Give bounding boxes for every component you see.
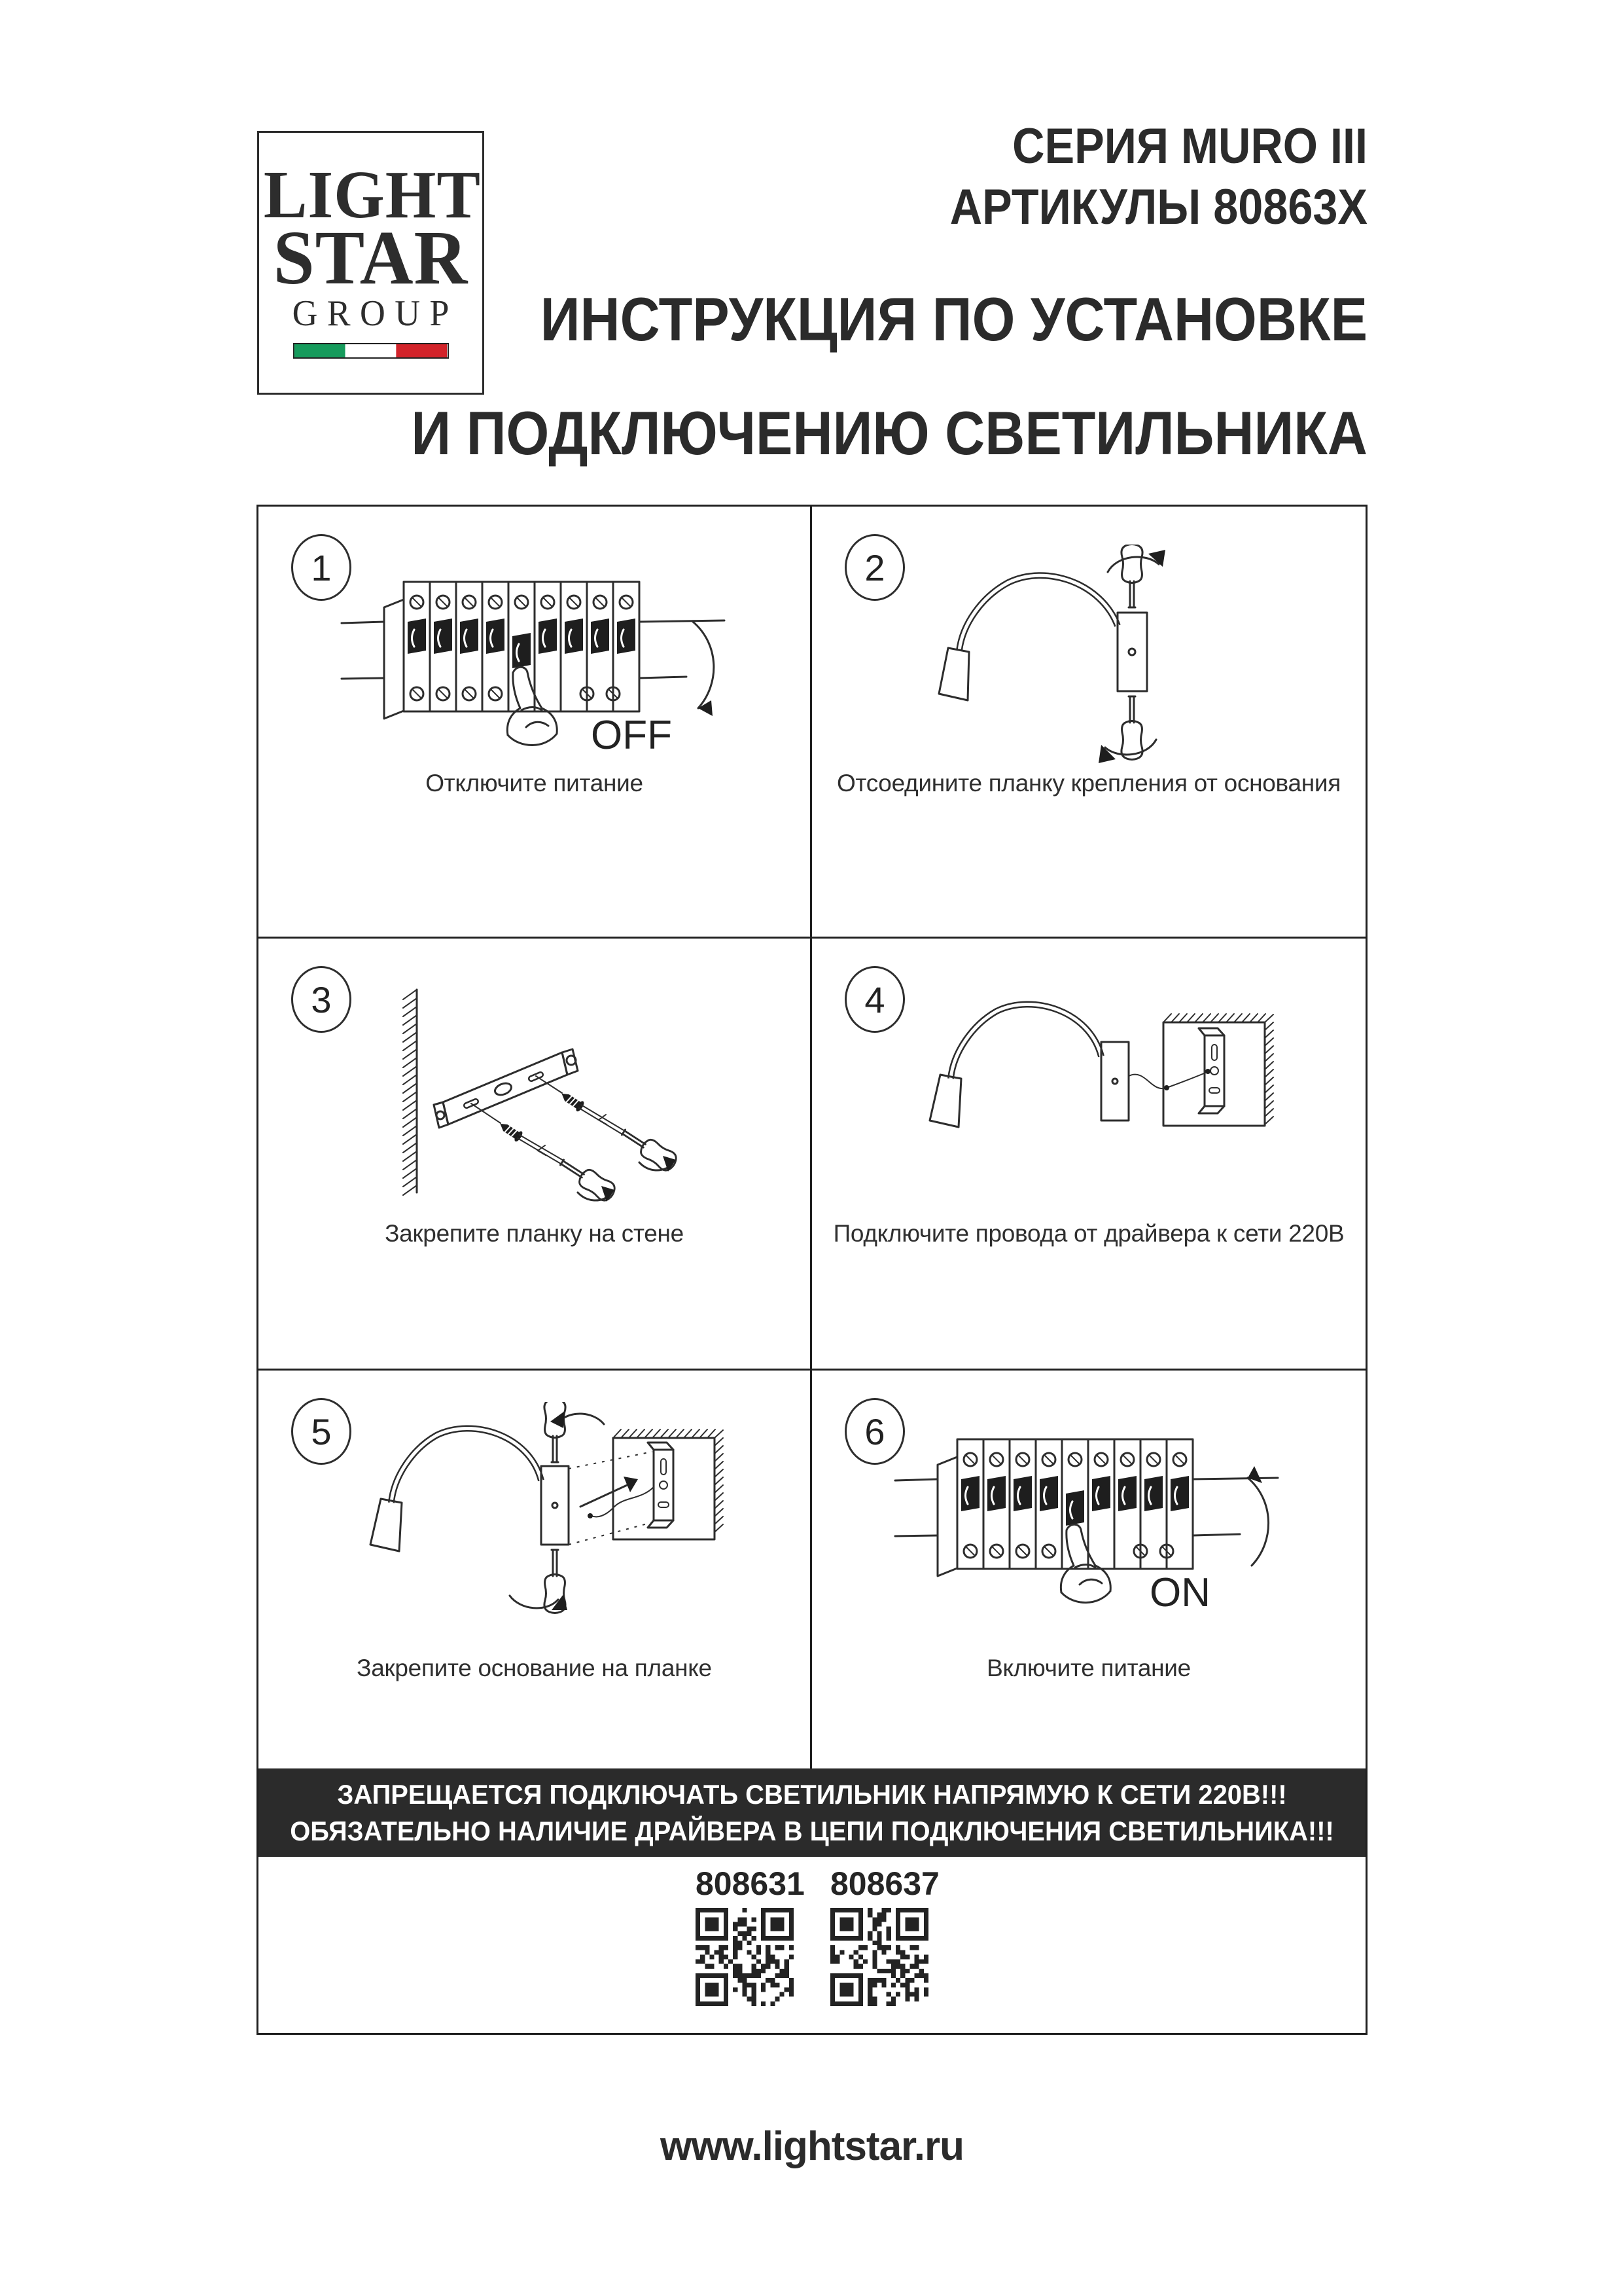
doc-title-line1: ИНСТРУКЦИЯ ПО УСТАНОВКЕ: [540, 285, 1368, 354]
step-caption: Отсоедините планку крепления от основания: [836, 770, 1341, 797]
table-row: [258, 1371, 1366, 1768]
pointing-hand-icon: [507, 667, 557, 745]
doc-title-line2: И ПОДКЛЮЧЕНИЮ СВЕТИЛЬНИКА: [411, 399, 1368, 468]
warning-line-2: ОБЯЗАТЕЛЬНО НАЛИЧИЕ ДРАЙВЕРА В ЦЕПИ ПОДКЛЮЧЕНИЯ СВЕТИЛЬНИКА!!!: [290, 1815, 1334, 1846]
table-row: [258, 939, 1366, 1371]
step-panel-1: [258, 507, 812, 937]
gooseneck-lamp: [939, 575, 1118, 700]
screwdriver-icon: [544, 1402, 565, 1462]
toggle-switches: [408, 619, 635, 668]
screwdriver-icon: [1121, 696, 1142, 760]
rotation-arrow-icon: [1108, 550, 1165, 572]
step-panel-3: [258, 939, 812, 1369]
rotation-arrow-icon: [693, 622, 714, 716]
warning-banner: [258, 1768, 1366, 1857]
step-caption: Закрепите основание на планке: [357, 1655, 712, 1681]
step-number-badge: 5: [291, 1398, 351, 1465]
projection-lines: [569, 1452, 652, 1545]
logo-word-light: LIGHT: [263, 157, 481, 232]
product-item: [696, 1865, 805, 2035]
wall-plate: [1118, 613, 1147, 691]
led-driver: [648, 1443, 673, 1528]
products-band: [258, 1857, 1366, 2035]
on-label: ON: [1150, 1570, 1210, 1615]
articles-line: АРТИКУЛЫ 80863Х: [949, 179, 1368, 235]
document-header: [411, 117, 1368, 468]
led-driver: [1199, 1028, 1224, 1113]
logo-word-star: STAR: [273, 215, 468, 301]
step-caption: Закрепите планку на стене: [385, 1220, 684, 1247]
article-number: 808637: [830, 1865, 940, 1902]
wires: [342, 620, 724, 679]
off-label: OFF: [591, 713, 672, 758]
gooseneck-lamp: [370, 1429, 541, 1551]
instruction-table: [256, 505, 1368, 2035]
lamp-connect-drawing: [885, 977, 1291, 1212]
breaker-on-drawing: [885, 1402, 1291, 1638]
step-number-badge: 4: [845, 966, 905, 1033]
website-url: www.lightstar.ru: [660, 2124, 964, 2169]
step-caption: Подключите провода от драйвера к сети 220В: [833, 1220, 1345, 1247]
step-number-badge: 6: [845, 1398, 905, 1465]
warning-line-1: ЗАПРЕЩАЕТСЯ ПОДКЛЮЧАТЬ СВЕТИЛЬНИК НАПРЯМУЮ К СЕТИ 220В!!!: [337, 1779, 1287, 1810]
step-number-badge: 1: [291, 534, 351, 601]
screwdriver-icon: [1121, 545, 1142, 607]
step-number-badge: 3: [291, 966, 351, 1033]
wires: [895, 1478, 1278, 1536]
pointing-hand-icon: [1061, 1524, 1110, 1602]
rotation-arrow-icon: [550, 1411, 604, 1428]
driver-wire: [1129, 1069, 1210, 1090]
breaker-strip: [895, 1439, 1278, 1576]
logo-word-group: GROUP: [292, 293, 459, 334]
breaker-off-drawing: [332, 545, 737, 780]
step-panel-4: [812, 939, 1366, 1369]
qr-code: [830, 1908, 928, 2006]
step-caption: Отключите питание: [425, 770, 643, 797]
article-number: 808631: [696, 1865, 805, 1902]
step-number-badge: 2: [845, 534, 905, 601]
wall-plate: [541, 1466, 569, 1545]
insert-arrow-icon: [580, 1477, 638, 1507]
step-caption: Включите питание: [987, 1655, 1191, 1681]
wall: [403, 990, 417, 1195]
lamp-detach-drawing: [885, 545, 1291, 780]
table-row: [258, 507, 1366, 939]
rotation-arrow-icon: [510, 1594, 567, 1610]
toggle-switches: [961, 1476, 1189, 1526]
breaker-strip: [342, 582, 724, 719]
series-line: СЕРИЯ MURO III: [1012, 118, 1368, 174]
step-panel-2: [812, 507, 1366, 937]
driver-wire: [588, 1487, 654, 1518]
rotation-arrow-icon: [1248, 1466, 1269, 1566]
product-item: [830, 1865, 940, 2035]
step-panel-6: [812, 1371, 1366, 1768]
bracket-mount-drawing: [332, 977, 737, 1212]
qr-code: [696, 1908, 794, 2006]
lamp-mount-drawing: [332, 1402, 737, 1638]
gooseneck-lamp: [930, 1005, 1101, 1127]
wall-plate: [1101, 1042, 1129, 1121]
step-panel-5: [258, 1371, 812, 1768]
